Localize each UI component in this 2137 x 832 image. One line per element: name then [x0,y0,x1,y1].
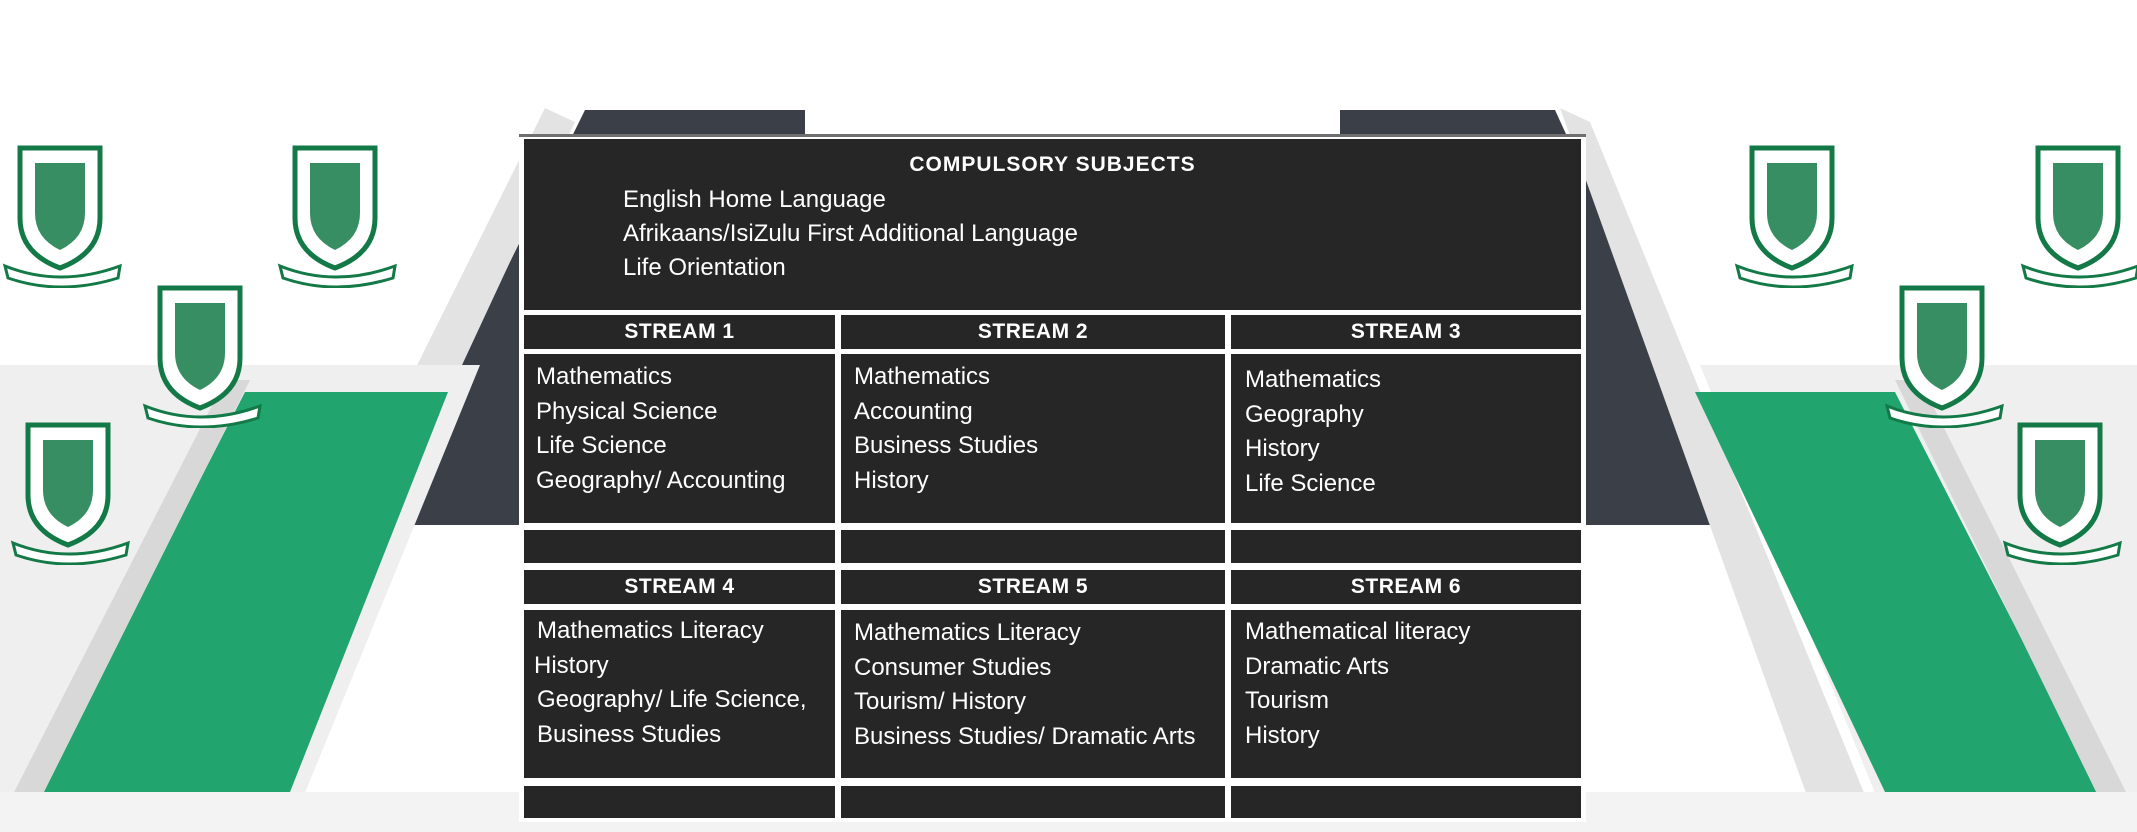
list-item: History [534,651,609,679]
list-item: Life Orientation [623,254,786,281]
stream-4-heading: STREAM 4 [524,570,835,604]
stream-2-subjects [841,354,1225,523]
school-crest-icon [140,278,290,428]
list-item: History [1245,435,1320,462]
list-item: Business Studies [854,432,1039,459]
list-item: Physical Science [536,397,718,425]
list-item: Mathematics Literacy [854,619,1081,646]
list-item: Afrikaans/IsiZulu First Additional Language [623,220,1078,247]
list-item: Tourism/ History [854,688,1027,715]
school-crest-icon [275,138,425,288]
list-item: Life Science [1245,469,1376,497]
stream-3-heading: STREAM 3 [1231,315,1581,349]
list-item: History [854,466,929,494]
stream-6-heading: STREAM 6 [1231,570,1581,604]
school-crest-icon [2018,138,2137,288]
list-item: Mathematical literacy [1245,618,1471,645]
list-item: Mathematics [1245,366,1382,393]
spacer-cell [841,786,1225,818]
compulsory-title: COMPULSORY SUBJECTS [909,153,1196,176]
spacer-cell [841,530,1225,563]
stream-1-heading: STREAM 1 [524,315,835,349]
table-top-border [519,134,1586,137]
list-item: Geography [1245,400,1364,428]
list-item: History [1245,721,1320,749]
stream-2-heading: STREAM 2 [841,315,1225,349]
list-item: Geography/ Life Science, [537,686,807,713]
list-item: Life Science [536,432,667,459]
school-crest-icon [8,415,158,565]
spacer-cell [524,530,835,563]
spacer-cell [524,786,835,818]
school-crest-icon [1732,138,1882,288]
list-item: Mathematics [854,363,991,390]
list-item: Tourism [1245,687,1330,714]
school-crest-icon [2000,415,2137,565]
stream-6-subjects [1231,610,1581,778]
list-item: Consumer Studies [854,653,1052,681]
list-item: Accounting [854,397,973,425]
school-crest-icon [0,138,150,288]
spacer-cell [1231,786,1581,818]
stream-1-subjects [524,354,835,523]
list-item: Mathematics [536,363,673,390]
stream-4-subjects [524,610,835,778]
stream-5-heading: STREAM 5 [841,570,1225,604]
compulsory-subjects-panel [524,139,1581,310]
stream-5-subjects [841,610,1225,778]
spacer-cell [1231,530,1581,563]
list-item: Mathematics Literacy [537,617,764,644]
school-crest-icon [1882,278,2032,428]
stream-3-subjects [1231,354,1581,523]
list-item: Business Studies/ Dramatic Arts [854,722,1196,750]
compulsory-list [623,183,1078,285]
list-item: English Home Language [623,186,886,213]
list-item: Business Studies [537,720,722,748]
list-item: Dramatic Arts [1245,652,1390,680]
list-item: Geography/ Accounting [536,466,786,494]
